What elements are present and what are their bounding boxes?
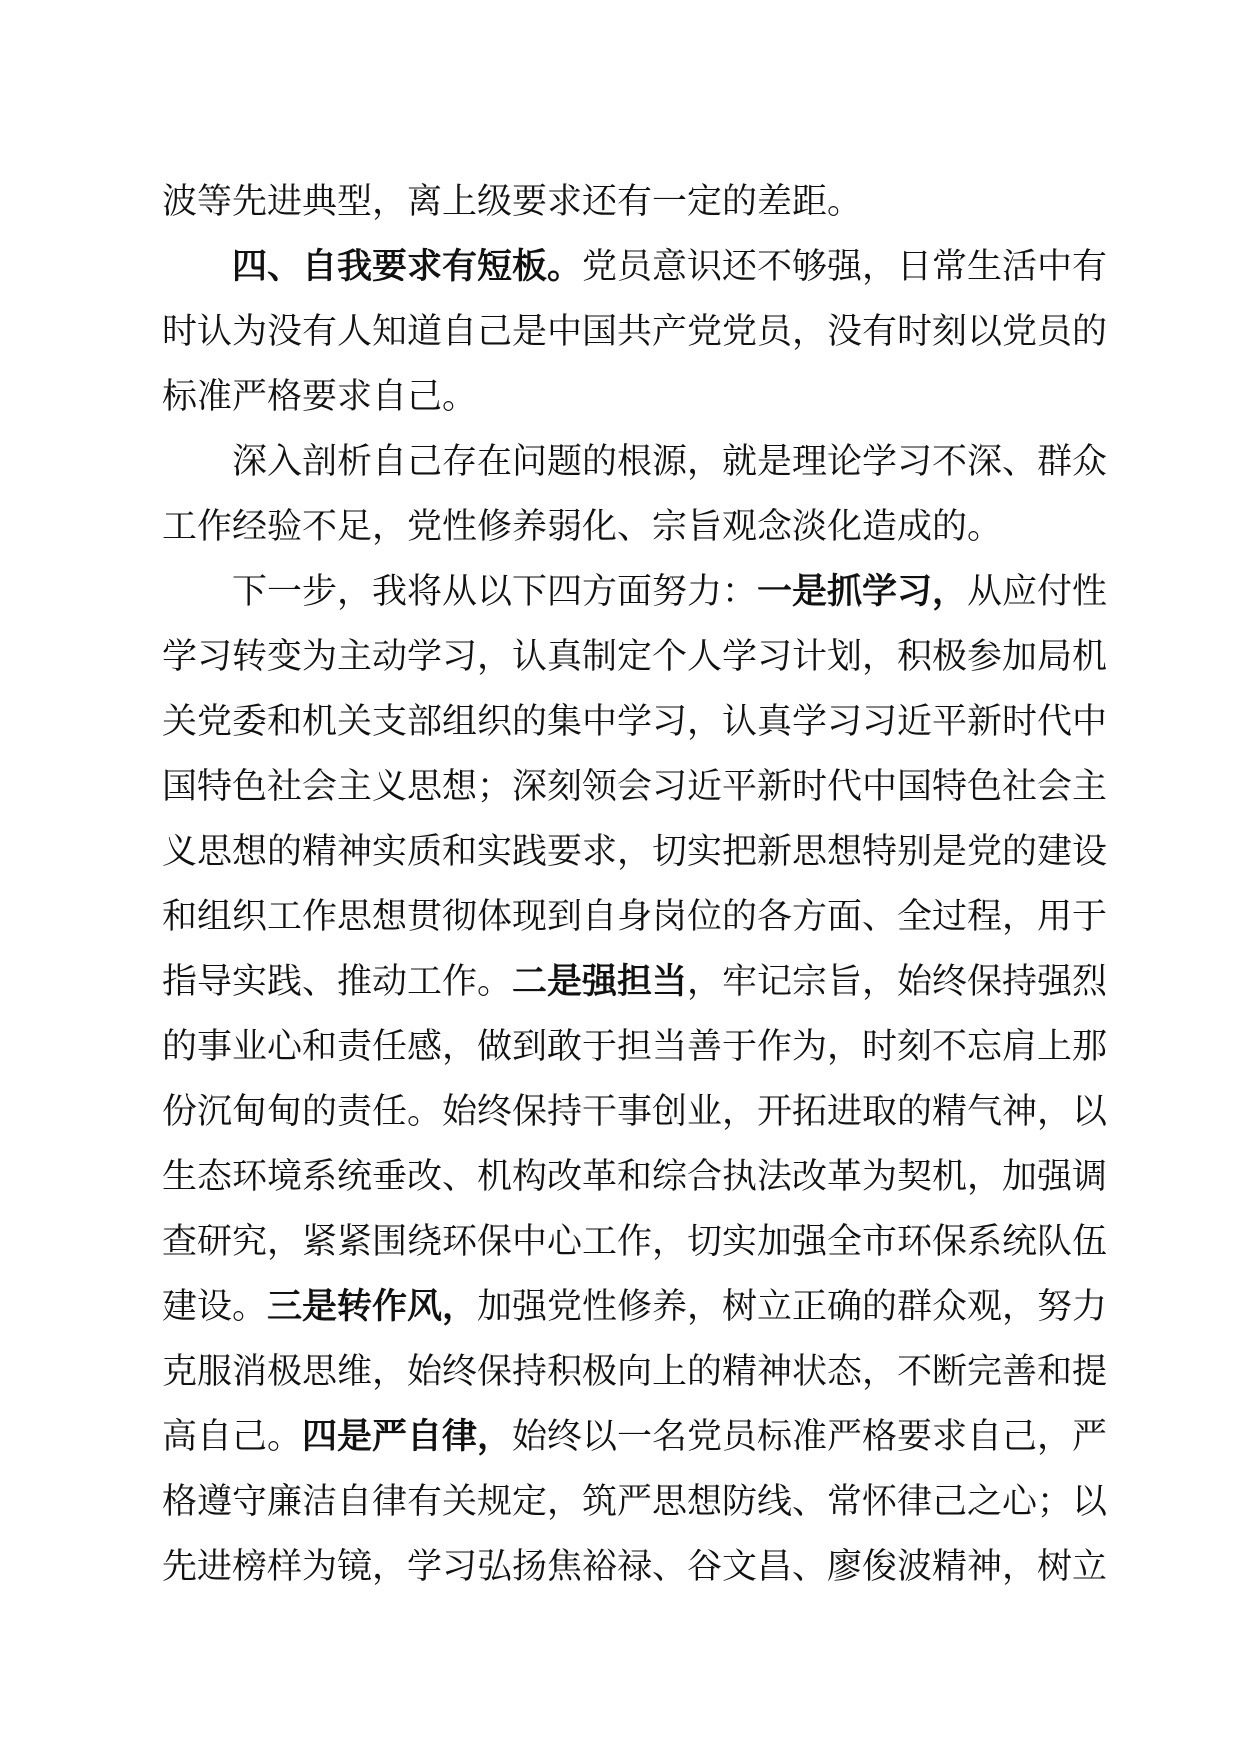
- text-line: 格遵守廉洁自律有关规定，筑严思想防线、常怀律己之心；以: [162, 1482, 1108, 1522]
- text-line: 标准严格要求自己。: [162, 377, 478, 417]
- paragraph-first-line: 深入剖析自己存在问题的根源，就是理论学习不深、群众: [232, 442, 1108, 482]
- text-line: 国特色社会主义思想；深刻领会习近平新时代中国特色社会主: [162, 767, 1108, 807]
- text-line: 学习转变为主动学习，认真制定个人学习计划，积极参加局机: [162, 637, 1108, 677]
- text-line: 建设。三是转作风，加强党性修养，树立正确的群众观，努力: [162, 1287, 1108, 1327]
- text-line: 指导实践、推动工作。二是强担当，牢记宗旨，始终保持强烈: [162, 962, 1108, 1002]
- point-heading: 四是严自律，: [302, 1417, 513, 1457]
- point-heading: 二是强担当: [512, 962, 688, 1002]
- text-line: 克服消极思维，始终保持积极向上的精神状态，不断完善和提: [162, 1352, 1108, 1392]
- text-line: 关党委和机关支部组织的集中学习，认真学习习近平新时代中: [162, 702, 1108, 742]
- point-heading: 一是抓学习，: [757, 572, 968, 612]
- document-page: [162, 170, 1108, 1600]
- paragraph-first-line: 下一步，我将从以下四方面努力：一是抓学习，从应付性: [232, 572, 1108, 612]
- text-line: 高自己。四是严自律，始终以一名党员标准严格要求自己，严: [162, 1417, 1108, 1457]
- text-line: 的事业心和责任感，做到敢于担当善于作为，时刻不忘肩上那: [162, 1027, 1108, 1067]
- text-line: 工作经验不足，党性修养弱化、宗旨观念淡化造成的。: [162, 507, 1003, 547]
- point-heading: 三是转作风，: [267, 1287, 478, 1327]
- section-heading: 四、自我要求有短板。: [232, 247, 583, 287]
- text-line: 时认为没有人知道自己是中国共产党党员，没有时刻以党员的: [162, 312, 1108, 352]
- section-heading-line: 四、自我要求有短板。党员意识还不够强，日常生活中有: [232, 247, 1108, 287]
- text-line: 波等先进典型，离上级要求还有一定的差距。: [162, 182, 863, 222]
- text-line: 份沉甸甸的责任。始终保持干事创业，开拓进取的精气神，以: [162, 1092, 1108, 1132]
- text-line: 义思想的精神实质和实践要求，切实把新思想特别是党的建设: [162, 832, 1108, 872]
- text-line: 和组织工作思想贯彻体现到自身岗位的各方面、全过程，用于: [162, 897, 1108, 937]
- text-line: 先进榜样为镜，学习弘扬焦裕禄、谷文昌、廖俊波精神，树立: [162, 1547, 1108, 1587]
- text-line: 生态环境系统垂改、机构改革和综合执法改革为契机，加强调: [162, 1157, 1108, 1197]
- text-line: 查研究，紧紧围绕环保中心工作，切实加强全市环保系统队伍: [162, 1222, 1108, 1262]
